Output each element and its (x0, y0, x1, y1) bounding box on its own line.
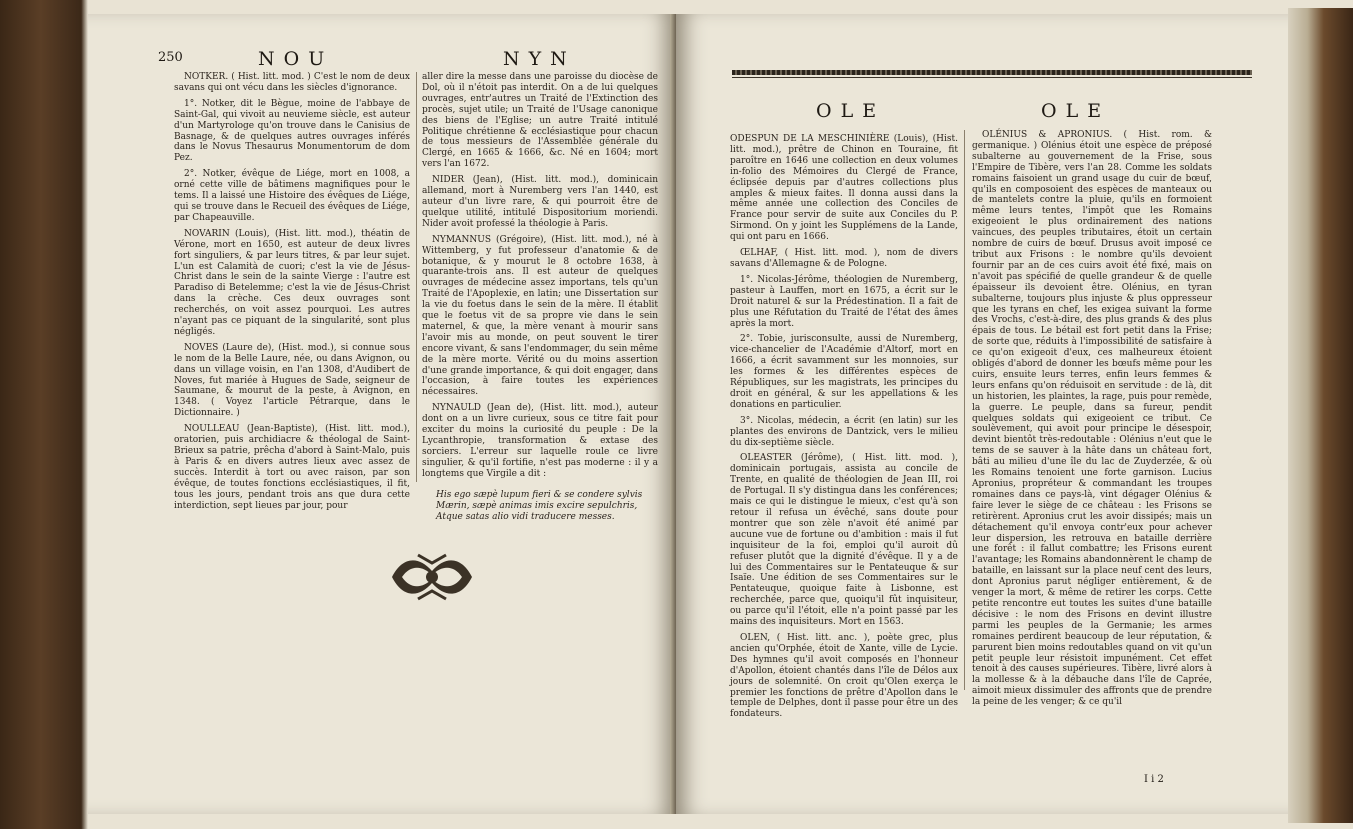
right-page (676, 14, 1288, 814)
entry: NYNAULD (Jean de), (Hist. litt. mod.), auteur dont on a un livre curieux, sous ce titre fait pour exciter du moins la curiosité du peuple : De la Lycanthropie, transformation & extase des sorciers. L'erreur sur laquelle roule ce livre singulier, & qu'il fortifie, n'est pas moderne : il y a longtems que Virgile a dit : (422, 403, 658, 479)
left-page-column-1 (174, 72, 410, 516)
verse-line: Mærin, sæpè animas imis excire sepulchris, (436, 500, 638, 511)
verse-line: Atque satas alio vidi traducere messes. (436, 511, 615, 522)
running-head-left: NOU (258, 48, 334, 70)
running-head-right: OLE (1041, 100, 1111, 122)
running-head-left: OLE (816, 100, 886, 122)
left-page-column-2 (422, 72, 658, 523)
signature-mark: I i 2 (1144, 774, 1164, 785)
column-rule (964, 130, 965, 690)
entry: 2°. Tobie, jurisconsulte, aussi de Nuremberg, vice-chancelier de l'Académie d'Altorf, mort en 1666, a écrit savamment sur les monnoies, sur les formes & les différentes espèces de Républiques, sur les magistrats, les principes du droit en général, & sur les appellations & les donations en particulier. (730, 334, 958, 410)
entry: NYMANNUS (Grégoire), (Hist. litt. mod.), né à Wittemberg, y fut professeur d'anatomie & de botanique, & y mourut le 8 octobre 1638, à quarante-trois ans. Il est auteur de quelques ouvrages de médecine assez importans, tels qu'un Traité de l'Apoplexie, en latin; une Dissertation sur la vie du foetus dans le sein de la mère. Il établit que le foetus vit de sa propre vie dans le sein maternel, & que, la mère venant à mourir sans l'avoir mis au monde, on peut souvent le tirer encore vivant, & sans l'endommager, du sein même de la mère morte. Vérité ou du moins assertion d'une grande importance, & qui doit engager, dans l'occasion, à faire toutes les expériences nécessaires. (422, 234, 658, 398)
entry: NOVES (Laure de), (Hist. mod.), si connue sous le nom de la Belle Laure, née, ou dans Avignon, ou dans un village voisin, en l'an 1308, d'Audibert de Noves, fut mariée à Hugues de Sade, seigneur de Saumane, & mourut de la peste, à Avignon, en 1348. ( Voyez l'article Pétrarque, dans le Dictionnaire. ) (174, 342, 410, 419)
entry: ODESPUN DE LA MESCHINIÈRE (Louis), (Hist. litt. mod.), prêtre de Chinon en Touraine, fit paroître en 1646 une collection en deux volumes in-folio des Mémoires du Clergé de France, éclipsée depuis par d'autres collections plus amples & mieux faites. Il donna aussi dans la même année une collection des Conciles de France pour servir de suite aux Conciles du P. Sirmond. On y joint les Supplémens de la Lande, qui ont paru en 1666. (730, 134, 958, 243)
verse-line: His ego sæpè lupum fieri & se condere sylvis (436, 489, 643, 500)
page-number: 250 (158, 50, 183, 65)
entry: ŒLHAF, ( Hist. litt. mod. ), nom de divers savans d'Allemagne & de Pologne. (730, 248, 958, 269)
entry: NOTKER. ( Hist. litt. mod. ) C'est le nom de deux savans qui ont vécu dans les siècles d'ignorance. (174, 72, 410, 93)
entry: 2°. Notker, évêque de Liége, mort en 1008, a orné cette ville de bâtimens magnifiques pour le tems. Il a laissé une Histoire des évêques de Liége, qui se trouve dans le Recueil des évêques de Liége, par Chapeauville. (174, 169, 410, 223)
entry: NOULLEAU (Jean-Baptiste), (Hist. litt. mod.), oratorien, puis archidiacre & théologal de Saint-Brieux sa patrie, prêcha d'abord à Saint-Malo, puis à Paris & en divers autres lieux avec assez de succès. Interdit à tort ou avec raison, par son évêque, de toutes fonctions ecclésiastiques, il fit, tous les jours, pendant trois ans que dura cette interdiction, sept lieues par jour, pour (174, 424, 410, 511)
entry: aller dire la messe dans une paroisse du diocèse de Dol, où il n'étoit pas interdit. On a de lui quelques ouvrages, entr'autres un Traité de l'Extinction des procès, sujet utile; un Traité de l'Usage canonique des biens de l'Eglise; un autre Traité intitulé Politique chrétienne & ecclésiastique pour chacun de tous messieurs de l'Assemblée générale du Clergé, en 1665 & 1666, &c. Né en 1604; mort vers l'an 1672. (422, 72, 658, 170)
entry: 1°. Nicolas-Jérôme, théologien de Nuremberg, pasteur à Lauffen, mort en 1675, a écrit sur le Droit naturel & sur la Prédestination. Il a fait de plus une Réfutation du Traité de l'état des âmes après la mort. (730, 274, 958, 329)
tailpiece-ornament (388, 549, 476, 605)
header-band (732, 70, 1252, 75)
right-page-column-1 (730, 134, 958, 725)
entry: 3°. Nicolas, médecin, a écrit (en latin) sur les plantes des environs de Dantzick, vers le milieu du dix-septième siècle. (730, 415, 958, 448)
right-page-column-2 (972, 130, 1212, 713)
left-page (88, 14, 674, 814)
running-head-right: NYN (503, 48, 576, 70)
verse-quotation (436, 490, 658, 523)
entry: OLÉNIUS & APRONIUS. ( Hist. rom. & germanique. ) Olénius étoit une espèce de préposé subalterne au gouvernement de la Frise, sous l'Empire de Tibère, vers l'an 28. Comme les soldats romains faisoient un grand usage du cuir de bœuf, qu'ils en composoient des espèces de manteaux ou de mantelets contre la pluie, qu'ils en formoient même leurs tentes, l'impôt que les Romains exigeoient le plus ordinairement des nations vaincues, des peuples tributaires, étoit un certain nombre de cuirs de bœuf. Drusus avoit imposé ce tribut aux Frisons : le nombre qu'ils devoient fournir par an de ces cuirs avoit été fixé, mais on n'avoit pas spécifié de quelle grandeur & de quelle épaisseur ils devoient être. Olénius, en tyran subalterne, toujours plus injuste & plus oppresseur que les tyrans en chef, les exigea suivant la forme des Vrochs, c'est-à-dire, des plus grands & des plus épais de tous. Le bétail est fort petit dans la Frise; de sorte que, réduits à l'impossibilité de satisfaire à ce qu'on exigeoit d'eux, ces malheureux étoient obligés d'abord de donner les bœufs même pour les cuirs, ensuite leurs terres, enfin leurs femmes & leurs enfans qu'on réduisoit en servitude : de là, dit un historien, les plaintes, la rage, puis pour remède, la guerre. Le peuple, dans sa fureur, pendit quelques soldats qui exigeoient ce tribut. Ce soulèvement, qui avoit pour principe le désespoir, devint bientôt très-redoutable : Olénius n'eut que le tems de se sauver à la hâte dans un château fort, bâti au milieu d'une île du lac de Zuyderzée, & où les Romains tenoient une forte garnison. Lucius Apronius, propréteur & commandant les troupes romaines dans ce pays-là, vint dégager Olénius & faire lever le siège de ce château : les Frisons se retirèrent. Apronius crut les avoir dissipés; mais un détachement qu'il envoya contr'eux pour achever leur dispersion, les retrouva en bataille derrière une forêt : il fallut combattre; les Frisons eurent l'avantage; les Romains abandonnèrent le champ de bataille, en laissant sur la place neuf cent des leurs, dont Apronius parut négliger entièrement, & de venger la mort, & même de retirer les corps. Cette petite rencontre eut toutes les suites d'une bataille décisive : le nom des Frisons en devint illustre parmi les peuples de la Germanie; les armes romaines perdirent beaucoup de leur réputation, & parurent bien moins redoutables quand on vit qu'un petit peuple leur résistoit impunément. Cet effet tenoit à des causes supérieures. Tibère, livré alors à la mollesse & à la débauche dans l'île de Caprée, aimoit mieux dissimuler des affronts que de prendre la peine de les venger; & ce qu'il (972, 130, 1212, 708)
entry: 1°. Notker, dit le Bègue, moine de l'abbaye de Saint-Gal, qui vivoit au neuvieme siècle, est auteur d'un Martyrologe qu'on trouve dans le Canisius de Basnage, & de quelques autres ouvrages inférés dans le Novus Thesaurus Monumentorum de dom Pez. (174, 98, 410, 164)
entry: NOVARIN (Louis), (Hist. litt. mod.), théatin de Vérone, mort en 1650, est auteur de deux livres fort singuliers, & par leurs titres, & par leur sujet. L'un est Calamità de cuori; c'est la vie de Jésus-Christ dans le sein de la sainte Vierge : l'autre est Paradiso di Betelemme; c'est la vie de Jésus-Christ dans la crèche. Ces deux ouvrages sont recherchés, on voit assez pourquoi. Les autres n'ayant pas ce piquant de la singularité, sont plus négligés. (174, 228, 410, 337)
header-rule (732, 77, 1252, 78)
entry: OLEASTER (Jérôme), ( Hist. litt. mod. ), dominicain portugais, assista au concile de Trente, en qualité de théologien de Jean III, roi de Portugal. Il s'y distingua dans les conférences; mais ce qui le distingue le mieux, c'est qu'à son retour il refusa un évêché, sans doute pour montrer que son zèle n'avoit été animé par aucune vue de fortune ou d'ambition : mais il fut inquisiteur de la foi, emploi qu'il auroit dû refuser plutôt que la dignité d'évêque. Il y a de lui des Commentaires sur le Pentateuque & sur Isaïe. Une édition de ses Commentaires sur le Pentateuque, quoique faite à Lisbonne, est recherchée, parce que, quoiqu'il fût inquisiteur, ou parce qu'il l'étoit, elle n'a point passé par les mains des inquisiteurs. Mort en 1563. (730, 453, 958, 628)
entry: NIDER (Jean), (Hist. litt. mod.), dominicain allemand, mort à Nuremberg vers l'an 1440, est auteur d'un livre rare, & qui pourroit être de quelque utilité, intitulé Dispositorium moriendi. Nider avoit professé la théologie à Paris. (422, 175, 658, 229)
book-fore-edge (1288, 8, 1353, 823)
entry: OLEN, ( Hist. litt. anc. ), poète grec, plus ancien qu'Orphée, étoit de Xante, ville de Lycie. Des hymnes qu'il avoit composés en l'honneur d'Apollon, étoient chantés dans l'île de Délos aux jours de solemnité. On croit qu'Olen exerça le premier les fonctions de prêtre d'Apollon dans le temple de Delphes, dont il passe pour être un des fondateurs. (730, 632, 958, 720)
column-rule (416, 72, 417, 482)
